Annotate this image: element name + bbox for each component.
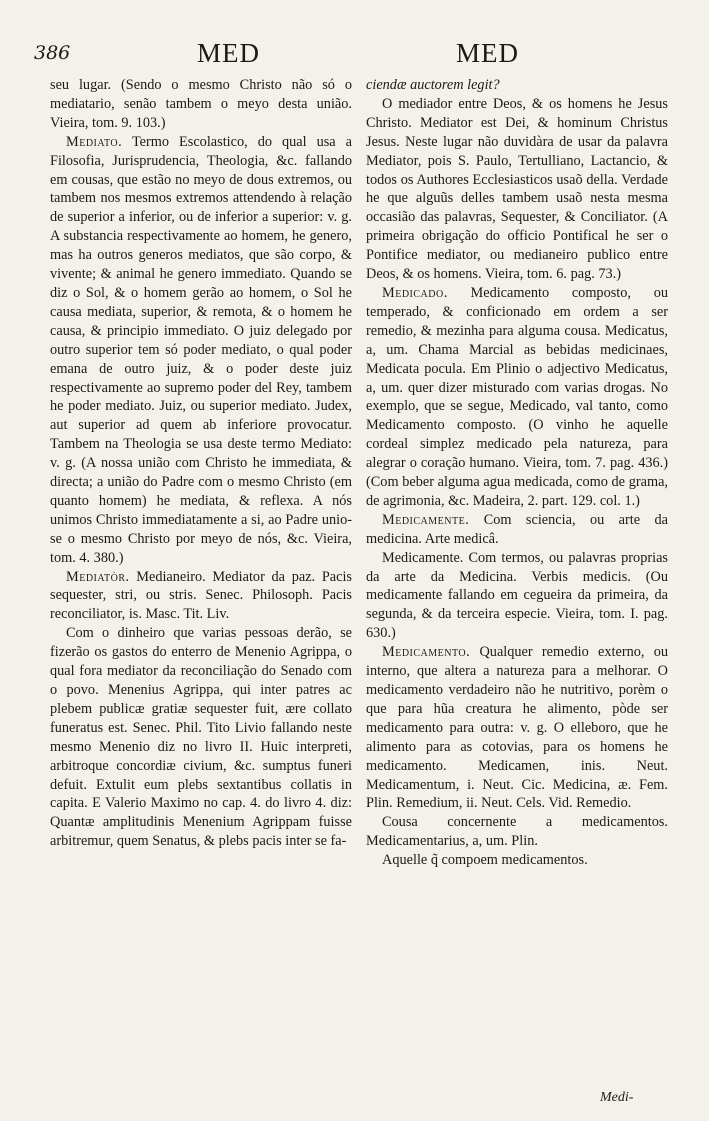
entry-medicamente xyxy=(366,511,668,549)
entry-text: Medianeiro. Mediator da paz. Pacis sequester, stri, ou stris. Senec. Philosoph. Pacis reconciliator, is. Masc. Tit. Liv. xyxy=(50,568,352,623)
headword: Medicado. xyxy=(382,284,448,301)
entry-continuation: ciendæ auctorem legit? xyxy=(366,77,500,93)
running-title-right: MED xyxy=(456,38,519,68)
headword: Medicamento. xyxy=(382,644,471,661)
catchword: Medi- xyxy=(600,1090,634,1105)
entry-paragraph: Cousa concernente a medicamentos. Medicamentarius, a, um. Plin. xyxy=(366,814,668,850)
entry-text: Qualquer remedio externo, ou interno, que altera a natureza para a melhorar. O medicamento verdadeiro não he nutritivo, porèm o que para hũa creatura he alimento, pòde ser medicamento para outra: v. g. O elleboro, que he alimento para as cotovias, para os homens he medicamento. Medicamen, inis. Neut. Medicamentum, i. Neut. Cic. Medicina, æ. Fem. Plin. Remedium, ii. Neut. Cels. Vid. Remedio. xyxy=(366,644,668,812)
entry-paragraph: Com o dinheiro que varias pessoas derão, se fizerão os gastos do enterro de Menenio Agrippa, o qual fora mediator da reconciliação do Senado com o povo. Menenius Agrippa, qui inter patres ac plebem publicæ gratiæ sequester fuit, ære collato funeratus est. Senec. Phil. Tito Livio fallando neste mesmo Menenio diz no livro II. Huic interpreti, arbitroque concordiæ civium, &c. sumptus funeri defuit. Extulit eum plebs sextantibus collatis in capita. E Valerio Maximo no cap. 4. do livro 4. diz: Quantæ amplitudinis Menenium Agrippam fuisse arbitremur, quem Senatus, & plebs pacis inter se fa- xyxy=(50,625,352,850)
entry-medicado xyxy=(366,284,668,511)
entry-medicamento xyxy=(366,643,668,813)
entry-paragraph: Aquelle q̃ compoem medicamentos. xyxy=(382,852,588,869)
entry-text: Medicamento composto, ou temperado, & conficionado em ordem a ser remedio, & mezinha para alguma cousa. Medicatus, a, um. Chama Marcial as bebidas medicinaes, Medicata pocula. Em Plinio o adjectivo Medicatus, a, um. quer dizer misturado com varias drogas. No exemplo, que se segue, Medicado, val tanto, como Medicamento composto. (O vinho he aquelle cordeal simplez medicado pela natureza, para alegrar o coração humano. Vieira, tom. 7. pag. 436.) (Com beber alguma agua medicada, como de grama, de agrimonia, &c. Madeira, 2. part. 129. col. 1.) xyxy=(366,284,668,509)
running-title-left: MED xyxy=(197,38,260,68)
entry-mediato xyxy=(50,133,352,568)
page-number: 386 xyxy=(34,42,71,64)
entry-paragraph: Medicamente. Com termos, ou palavras proprias da arte da Medicina. Verbis medicis. (Ou medicamente fallando em cegueira da primeira, da segunda, & da terceira especie. Vieira, tom. I. pag. 630.) xyxy=(366,549,668,642)
running-header xyxy=(0,38,709,72)
left-column xyxy=(50,76,352,851)
headword: Mediatòr. xyxy=(66,568,130,585)
headword: Medicamente. xyxy=(382,511,470,528)
entry-continuation: seu lugar. (Sendo o mesmo Christo não só o mediatario, senão tambem o meyo desta união. Vieira, tom. 9. 103.) xyxy=(50,77,352,131)
entry-paragraph: O mediador entre Deos, & os homens he Jesus Christo. Mediator est Dei, & hominum Christus Jesus. Neste lugar não duvidàra de usar da palavra Mediator, pois S. Paulo, Tertulliano, Lactancio, & todos os Authores Ecclesiasticos usaõ della. Verdade he que alguũs delles tambem usaõ nesta mesma occasião das palavras, Sequester, & Conciliator. (A primeira obrigação do officio Pontifical he ser o Pontifice mediator, ou medianeiro publico entre Deos, & os homens. Vieira, tom. 6. pag. 73.) xyxy=(366,95,668,283)
entry-text: Termo Escolastico, do qual usa a Filosofia, Jurisprudencia, Theologia, &c. fallando em cousas, que estão no meyo de dous extremos, ou tambem nos mesmos extremos attendendo à relação de superior a inferior, ou de inferior a superior: v. g. A substancia respectivamente ao homem, he genero, mas ha outros generos mediatos, que são corpo, & vivente; & animal he genero immediato. Quando se diz o Sol, & o homem gerão ao homem, o Sol he causa mediata, superior, & remota, & o homem he causa, & principio immediato. O juiz delegado por outro superior tem só poder mediato, o qual poder emana de outro juiz, & o poder deste juiz respectivamente ao supremo poder del Rey, tambem he poder mediato. Juiz, ou superior mediato. Judex, aut superior ad quem ab inferiore provocatur. Tambem na Theologia se usa deste termo Mediato: v. g. (A nossa união com Christo he immediata, & directa; a união do Padre com o mesmo Christo (em quanto homem) he mediata, & reflexa. A nós unimos Christo immediatamente a si, ao Padre unio-se o mesmo Christo por meyo de nós, &c. Vieira, tom. 4. 380.) xyxy=(50,133,352,566)
entry-mediator xyxy=(50,568,352,625)
headword: Mediato. xyxy=(66,133,123,150)
right-column xyxy=(366,76,668,870)
entry-text: Com sciencia, ou arte da medicina. Arte medicâ. xyxy=(366,511,668,547)
